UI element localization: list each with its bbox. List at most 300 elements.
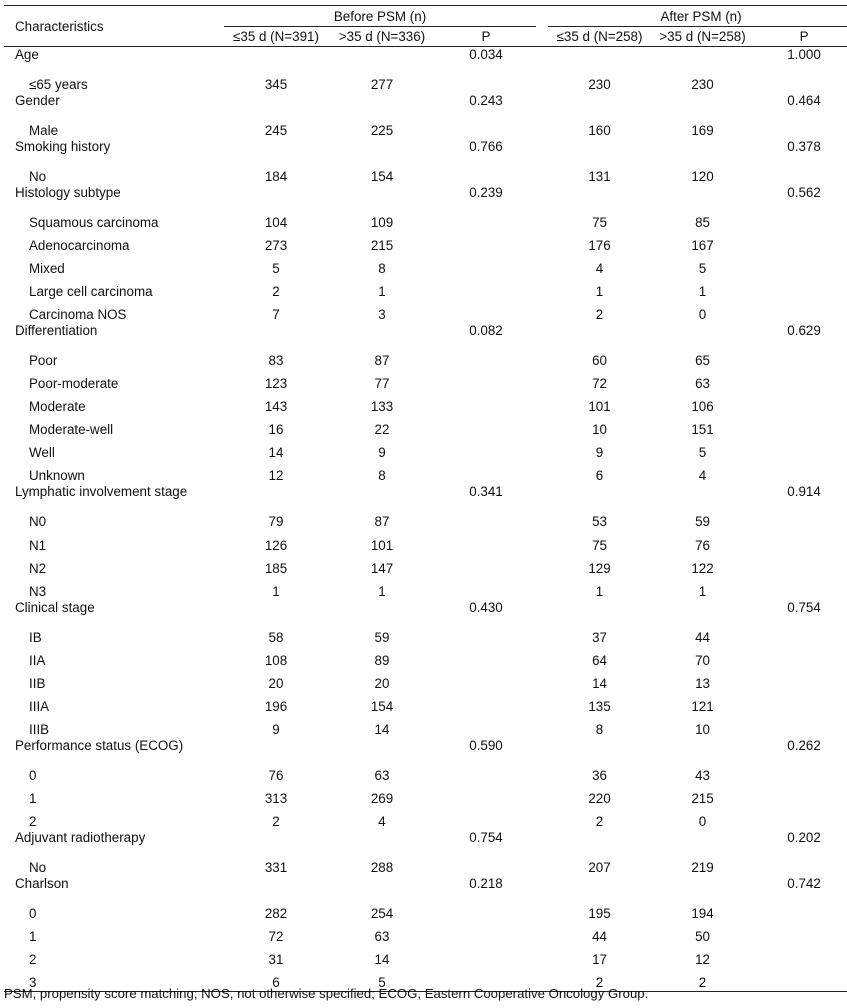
empty-cell [436,346,536,369]
empty-cell [536,507,548,530]
after-le35-count: 75 [592,214,607,230]
empty-cell [754,715,847,738]
empty-cell [536,600,548,623]
before-le35-count: 58 [268,629,284,645]
before-le35-count: 273 [264,237,288,253]
after-le35-count: 101 [588,399,611,415]
row-label: Large cell carcinoma [29,284,153,300]
empty-cell [536,646,548,669]
p-value-before: 0.754 [469,830,503,846]
before-le35-count: 245 [264,122,288,138]
before-gt35-count: 1 [378,583,386,599]
before-le35-count: 12 [268,468,284,484]
empty-cell [224,830,328,853]
empty-cell [548,876,651,899]
p-value-before: 0.590 [469,737,503,753]
empty-cell [536,300,548,323]
table-row [4,254,847,277]
table-row [4,70,847,93]
after-gt35-count: 121 [691,698,714,714]
empty-cell [536,185,548,208]
p-value-after: 0.262 [787,737,821,753]
empty-cell [536,346,548,369]
before-le35-count: 143 [264,399,288,415]
category-row [4,185,847,208]
table-row [4,554,847,577]
row-label: Squamous carcinoma [29,214,159,230]
before-psm-header: Before PSM (n) [224,6,536,27]
empty-cell [651,185,754,208]
after-gt35-count: 1 [698,284,707,300]
before-gt35-count: 1 [378,284,386,300]
table-row [4,392,847,415]
before-le35-count: 9 [272,721,280,737]
before-le35-count: 1 [272,583,280,599]
empty-cell [536,530,548,553]
empty-cell [536,162,548,185]
p-value-before: 0.034 [469,47,503,62]
before-le35-count: 185 [264,560,288,576]
category-row [4,47,847,70]
after-gt35-count: 0 [698,307,707,323]
empty-cell [536,899,548,922]
category-row [4,830,847,853]
after-le35-count: 6 [595,468,604,484]
after-gt35-count: 106 [691,399,714,415]
before-le35-count: 5 [272,260,280,276]
row-label: 0 [29,768,37,783]
after-le35-count: 2 [595,814,604,830]
category-row [4,600,847,623]
row-label: 3 [4,968,224,991]
empty-cell [754,577,847,600]
empty-cell [754,300,847,323]
after-le35-count: 14 [592,675,607,691]
row-label: No [29,860,47,876]
empty-cell [436,116,536,139]
empty-cell [651,93,754,116]
row-label: IIA [29,652,46,668]
category-row [4,738,847,761]
empty-cell [754,507,847,530]
after-gt35-count: 5 [698,260,707,276]
before-gt35-count: 154 [370,168,394,184]
p-value-after: 0.754 [787,599,821,615]
before-gt35-count: 101 [370,537,394,553]
after-gt35-count: 0 [698,814,707,830]
p-value-before: 0.082 [469,323,503,339]
after-gt35-count: 65 [695,353,710,369]
after-gt35-count: 63 [695,376,710,392]
empty-cell [754,922,847,945]
before-gt35-count: 147 [370,560,394,576]
empty-cell [754,530,847,553]
empty-cell [536,116,548,139]
empty-cell [651,323,754,346]
empty-cell [754,162,847,185]
after-le35-count: 10 [592,422,607,438]
after-le35-count: 230 [588,76,611,92]
after-gt35-count: 167 [691,237,714,253]
row-label: Well [29,445,55,461]
before-le35-count: 184 [264,168,288,184]
after-le35-count: 1 [595,583,604,599]
p-value-before: 0.218 [469,876,503,892]
empty-cell [436,945,536,968]
category-row [4,139,847,162]
category-row [4,323,847,346]
after-gt35-count: 230 [691,76,714,92]
empty-cell [224,185,328,208]
before-le35-count: 104 [264,214,288,230]
empty-cell [436,554,536,577]
row-label: N0 [29,514,47,530]
before-le35-count: 72 [268,929,284,945]
row-label: IIIB [29,721,50,737]
table-row [4,231,847,254]
row-label: Carcinoma NOS [29,307,127,323]
before-gt35-count: 8 [378,468,386,484]
row-label: Mixed [29,260,65,276]
empty-cell [436,300,536,323]
before-gt35-count: 14 [374,721,390,737]
after-psm-header: After PSM (n) [548,6,847,27]
empty-cell [436,669,536,692]
table-row [4,761,847,784]
after-le35-count: 4 [595,260,604,276]
before-le35-count: 76 [268,768,284,783]
after-gt35-count: 43 [695,768,710,783]
row-label: Gender [15,92,60,108]
after-gt35-count: 13 [695,675,710,691]
before-le35-count: 123 [264,376,288,392]
after-gt35-count: 2 [651,968,754,991]
table-row [4,277,847,300]
empty-cell [651,47,754,70]
empty-cell [436,853,536,876]
empty-cell [536,93,548,116]
row-label: Male [29,122,59,138]
empty-cell [436,623,536,646]
empty-cell [754,346,847,369]
empty-cell [436,784,536,807]
empty-cell [754,116,847,139]
before-gt35-count: 3 [378,307,386,323]
empty-cell [436,415,536,438]
before-gt35-count: 87 [374,353,390,369]
after-le35-count: 53 [592,514,607,530]
empty-cell [436,530,536,553]
empty-cell [754,415,847,438]
empty-cell [548,738,651,761]
table-row [4,530,847,553]
after-gt35-count: 5 [698,445,707,461]
row-label: Age [15,47,39,62]
empty-cell [548,139,651,162]
after-gt35-count: 1 [698,583,707,599]
empty-cell [436,715,536,738]
before-gt35-count: 22 [374,422,390,438]
before-le35-count: 7 [272,307,280,323]
empty-cell [754,669,847,692]
table-row [4,461,847,484]
before-gt35-count: 9 [378,445,386,461]
empty-cell [754,392,847,415]
table-row [4,369,847,392]
p-value-before: 0.430 [469,599,503,615]
empty-cell [328,185,436,208]
empty-cell [536,738,548,761]
empty-cell [754,277,847,300]
row-label: N3 [29,583,47,599]
before-gt35-count: 63 [374,929,390,945]
after-gt35-count: 120 [691,168,714,184]
empty-cell [536,945,548,968]
table-body [4,47,847,992]
after-gt35-count: 169 [691,122,714,138]
after-le35-count: 131 [588,168,611,184]
before-gt35-count: 20 [374,675,390,691]
empty-cell [754,369,847,392]
before-gt35-count: 277 [370,76,394,92]
row-label: Adenocarcinoma [29,237,130,253]
after-le35-count: 1 [595,284,604,300]
empty-cell [754,761,847,784]
after-gt35-count: 85 [695,214,710,230]
empty-cell [436,208,536,231]
after-le35-count: 2 [548,968,651,991]
table-row [4,945,847,968]
table-row [4,507,847,530]
after-le35-count: 9 [595,445,604,461]
empty-cell [436,392,536,415]
after-gt35-count: 70 [695,652,710,668]
after-gt35-count: 59 [695,514,710,530]
after-le35-count: 72 [592,376,607,392]
p-value-before: 0.766 [469,138,503,154]
before-le35-count: 83 [268,353,284,369]
before-gt35-count: 59 [374,629,390,645]
empty-cell [224,600,328,623]
before-gt35-count: 87 [374,514,390,530]
row-label: Unknown [29,468,85,484]
after-gt35-count: 50 [695,929,710,945]
empty-cell [536,784,548,807]
empty-cell [328,876,436,899]
after-le35-count: 129 [588,560,611,576]
after-le35-count: 17 [592,952,607,968]
table-row [4,116,847,139]
table-row [4,807,847,830]
empty-cell [224,93,328,116]
before-p-header: P [436,27,536,47]
row-label: Lymphatic involvement stage [15,484,188,500]
empty-cell [224,323,328,346]
empty-cell [536,415,548,438]
empty-cell [754,231,847,254]
after-gt35-count: 12 [695,952,710,968]
row-label: Moderate [29,399,86,415]
characteristics-header: Characteristics [4,6,224,47]
row-label: Poor-moderate [29,376,119,392]
after-le35-count: 60 [592,353,607,369]
after-le35-count: 207 [588,860,611,876]
empty-cell [536,438,548,461]
empty-cell [224,738,328,761]
category-row [4,484,847,507]
row-label: Poor [29,353,58,369]
before-gt35-count: 8 [378,260,386,276]
table-row [4,346,847,369]
empty-cell [224,876,328,899]
row-label: N2 [29,560,47,576]
table-row [4,623,847,646]
empty-cell [536,139,548,162]
row-label: IIB [29,675,46,691]
characteristics-table [4,5,847,992]
p-value-after: 0.378 [787,138,821,154]
empty-cell [536,853,548,876]
before-gt35-count: 4 [378,814,386,830]
empty-cell [436,692,536,715]
after-gt35-count: 10 [695,721,710,737]
table-row [4,208,847,231]
category-row [4,876,847,899]
empty-cell [328,484,436,507]
after-le35-count: 2 [595,307,604,323]
empty-cell [436,231,536,254]
row-label: 1 [29,929,37,945]
table-row [4,162,847,185]
empty-cell [754,646,847,669]
empty-cell [224,47,328,70]
row-label: ≤65 years [29,76,88,92]
table-row [4,577,847,600]
row-label: Moderate-well [29,422,114,438]
before-le35-count: 31 [268,952,284,968]
empty-cell [651,830,754,853]
empty-cell [536,70,548,93]
p-value-before: 0.243 [469,92,503,108]
empty-cell [536,323,548,346]
empty-cell [536,830,548,853]
empty-cell [536,554,548,577]
empty-cell [754,853,847,876]
empty-cell [651,738,754,761]
table-row [4,692,847,715]
after-p-header: P [754,27,847,47]
table-row [4,922,847,945]
empty-cell [536,692,548,715]
table-row [4,646,847,669]
table-row [4,415,847,438]
row-label: N1 [29,537,47,553]
category-row [4,93,847,116]
table-row [4,669,847,692]
table-row [4,853,847,876]
empty-cell [328,47,436,70]
empty-cell [536,208,548,231]
before-le35-count: 196 [264,698,288,714]
empty-cell [328,830,436,853]
before-le35-count: 331 [264,860,288,876]
row-label: IIIA [29,698,50,714]
empty-cell [436,162,536,185]
p-value-after: 0.464 [787,92,821,108]
empty-cell [436,507,536,530]
row-label: Charlson [15,876,69,892]
empty-cell [536,876,548,899]
empty-cell [436,577,536,600]
p-value-after: 0.562 [787,184,821,200]
after-le35-count: 8 [595,721,604,737]
p-value-after: 1.000 [787,47,821,62]
empty-cell [536,669,548,692]
empty-cell [224,484,328,507]
row-label: No [29,168,47,184]
empty-cell [328,600,436,623]
empty-cell [754,899,847,922]
before-le35-count: 2 [272,284,280,300]
table-row [4,899,847,922]
empty-cell [536,392,548,415]
before-le35-count: 79 [268,514,284,530]
p-value-before: 0.239 [469,184,503,200]
before-gt35-count: 215 [370,237,394,253]
after-gt35-count: 194 [691,906,714,922]
empty-cell [754,461,847,484]
empty-cell [754,70,847,93]
before-gt35-count: 5 [328,968,436,991]
empty-cell [328,323,436,346]
empty-cell [328,139,436,162]
after-le35-count: 75 [592,537,607,553]
after-le35-count: 37 [592,629,607,645]
empty-cell [536,277,548,300]
after-le35-count: 220 [588,791,611,807]
empty-cell [651,139,754,162]
empty-cell [754,554,847,577]
empty-cell [436,922,536,945]
table-row [4,784,847,807]
empty-cell [436,899,536,922]
empty-cell [754,254,847,277]
after-le35-count: 64 [592,652,607,668]
p-value-after: 0.629 [787,323,821,339]
empty-cell [536,254,548,277]
after-le35-count: 44 [592,929,607,945]
after-le35-count: 36 [592,768,607,783]
empty-cell [328,738,436,761]
before-le35-count: 2 [272,814,280,830]
before-gt35-count: 63 [374,768,390,783]
empty-cell [548,484,651,507]
empty-cell [536,231,548,254]
row-label: 2 [29,814,37,830]
table-row [4,438,847,461]
empty-cell [651,600,754,623]
before-gt35-count: 77 [374,376,390,392]
empty-cell [436,438,536,461]
after-le35-count: 176 [588,237,611,253]
empty-cell [548,323,651,346]
after-gt35-count: 122 [691,560,714,576]
after-gt35-count: 215 [691,791,714,807]
empty-cell [536,807,548,830]
table-row [4,300,847,323]
empty-cell [754,623,847,646]
empty-cell [548,830,651,853]
